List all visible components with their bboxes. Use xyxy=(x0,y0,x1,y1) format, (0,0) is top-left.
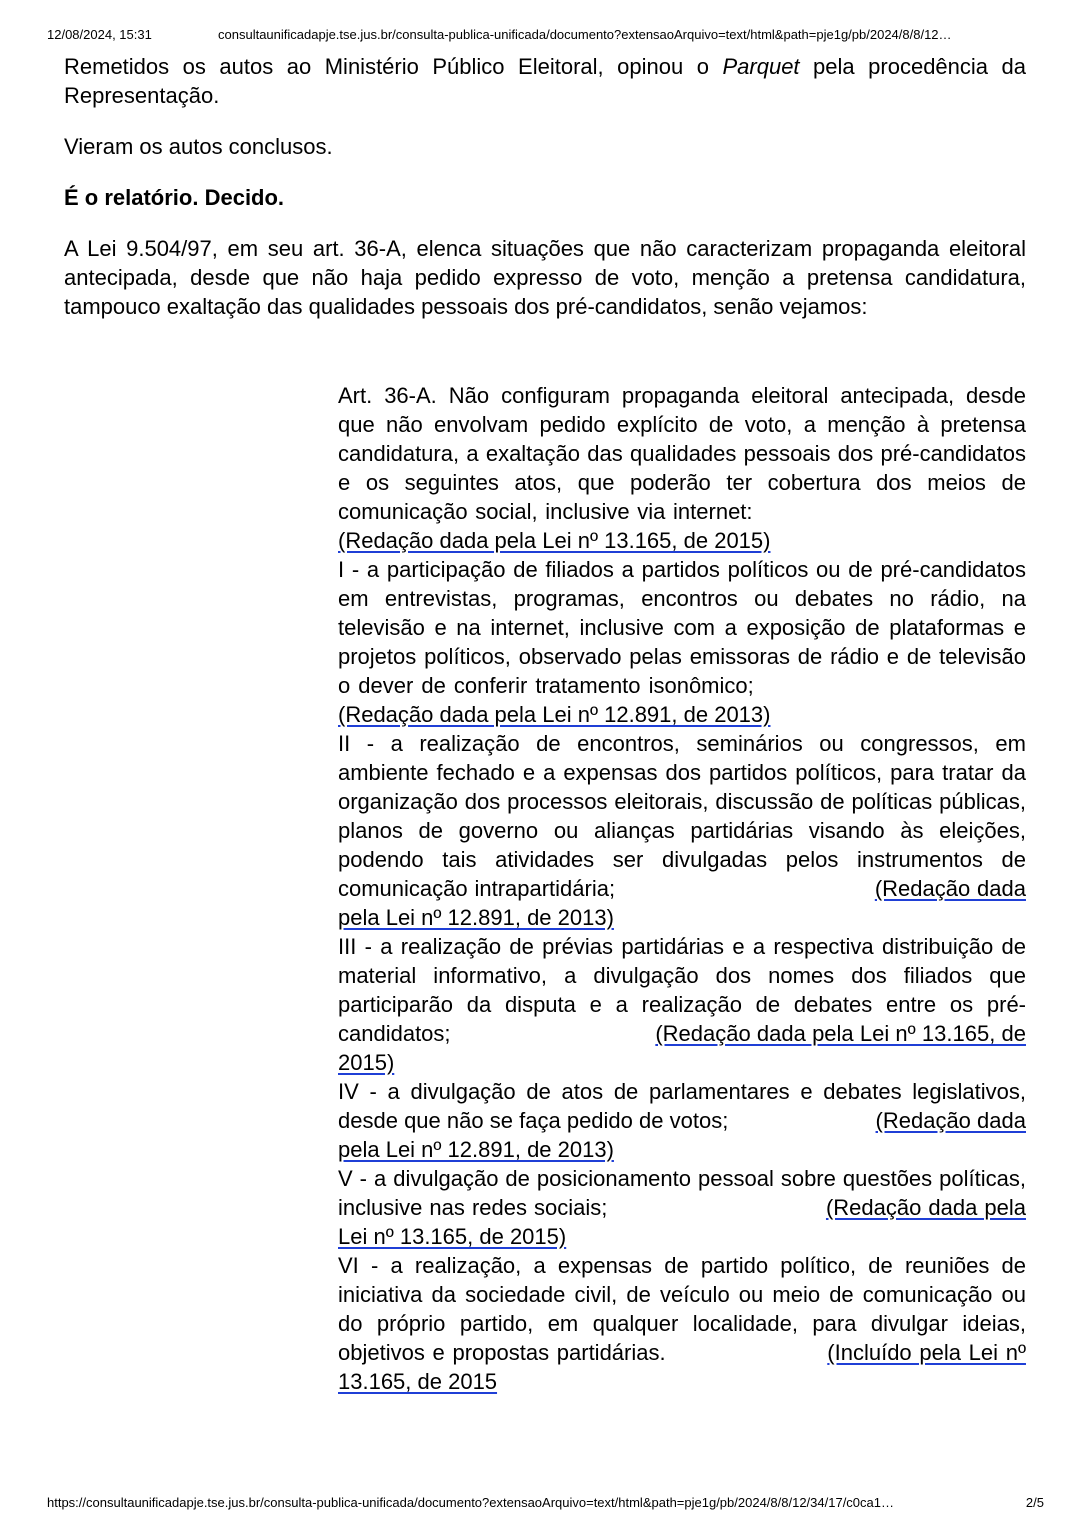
incluido-link[interactable]: (Incluído pela Lei nº 13.165, de 2015 xyxy=(338,1340,1026,1394)
quote-inciso-iv: IV - a divulgação de atos de parlamentares e debates legislativos, desde que não se faça pedido de votos; (Redação dada pela Lei nº 12.891, de 2013) xyxy=(338,1079,1026,1162)
quote-inciso-vi: VI - a realização, a expensas de partido político, de reuniões de iniciativa da sociedade civil, de veículo ou meio de comunicação ou do próprio partido, em qualquer localidade, para divulgar ideias, objetivos e propostas partidárias. (Incluído pela Lei nº 13.165, de 2015 xyxy=(338,1253,1026,1394)
redacao-link[interactable]: (Redação dada pela Lei nº 13.165, de 2015) xyxy=(338,528,771,553)
redacao-link[interactable]: (Redação dada pela Lei nº 13.165, de 2015) xyxy=(338,1021,1026,1075)
quote-article-36a: Art. 36-A. Não configuram propaganda eleitoral antecipada, desde que não envolvam pedido explícito de voto, a menção à pretensa candidatura, a exaltação das qualidades pessoais dos pré-candidatos e os seguintes atos, que poderão ter cobertura dos meios de comunicação social, inclusive via internet: (Redação dada pela Lei nº 13.165, de 2015) xyxy=(338,383,1026,553)
redacao-link[interactable]: (Redação dada pela Lei nº 13.165, de 2015) xyxy=(338,1195,1026,1249)
paragraph-remetidos: Remetidos os autos ao Ministério Público Eleitoral, opinou o Parquet pela procedência da Representação. xyxy=(64,54,1027,108)
print-datetime: 12/08/2024, 15:31 xyxy=(47,27,152,42)
redacao-link[interactable]: (Redação dada pela Lei nº 12.891, de 2013) xyxy=(338,876,1026,930)
document-body xyxy=(64,52,1026,343)
print-header-url: consultaunificadapje.tse.jus.br/consulta-publica-unificada/documento?extensaoArquivo=text/html&path=pje1g/pb/2024/8/8/12… xyxy=(218,27,952,42)
paragraph-lei-9504: A Lei 9.504/97, em seu art. 36-A, elenca situações que não caracterizam propaganda eleitoral antecipada, desde que não haja pedido expresso de voto, menção a pretensa candidatura, tampouco exaltação das qualidades pessoais dos pré-candidatos, senão vejamos: xyxy=(64,236,1026,319)
quote-inciso-i: I - a participação de filiados a partidos políticos ou de pré-candidatos em entrevistas, programas, encontros ou debates no rádio, na televisão e na internet, inclusive com a exposição de plataformas e projetos políticos, observado pelas emissoras de rádio e de televisão o dever de conferir tratamento isonômico; (Redação dada pela Lei nº 12.891, de 2013) xyxy=(338,557,1026,727)
print-footer xyxy=(0,1495,1086,1513)
print-footer-url: https://consultaunificadapje.tse.jus.br/consulta-publica-unificada/documento?extensaoArquivo=text/html&path=pje1g/pb/2024/8/8/12/34/17/c0ca1… xyxy=(47,1495,894,1510)
redacao-link[interactable]: (Redação dada pela Lei nº 12.891, de 2013) xyxy=(338,1108,1026,1162)
quote-inciso-ii: II - a realização de encontros, seminários ou congressos, em ambiente fechado e a expensas dos partidos políticos, para tratar da organização dos processos eleitorais, discussão de políticas públicas, planos de governo ou alianças partidárias visando às eleições, podendo tais atividades ser divulgadas pelos instrumentos de comunicação intrapartidária; (Redação dada pela Lei nº 12.891, de 2013) xyxy=(338,731,1026,930)
law-quote-block xyxy=(338,381,1026,1396)
quote-inciso-iii: III - a realização de prévias partidárias e a respectiva distribuição de material informativo, a divulgação dos nomes dos filiados que participarão da disputa e a realização de debates entre os pré-candidatos; (Redação dada pela Lei nº 13.165, de 2015) xyxy=(338,934,1026,1075)
parquet-italic: Parquet xyxy=(722,54,800,79)
page-number: 2/5 xyxy=(1025,1495,1044,1510)
print-header xyxy=(0,27,1086,45)
paragraph-relatorio-decido: É o relatório. Decido. xyxy=(64,185,285,210)
redacao-link[interactable]: (Redação dada pela Lei nº 12.891, de 2013) xyxy=(338,702,771,727)
quote-inciso-v: V - a divulgação de posicionamento pessoal sobre questões políticas, inclusive nas redes sociais; (Redação dada pela Lei nº 13.165, de 2015) xyxy=(338,1166,1026,1249)
paragraph-conclusos: Vieram os autos conclusos. xyxy=(64,134,333,159)
